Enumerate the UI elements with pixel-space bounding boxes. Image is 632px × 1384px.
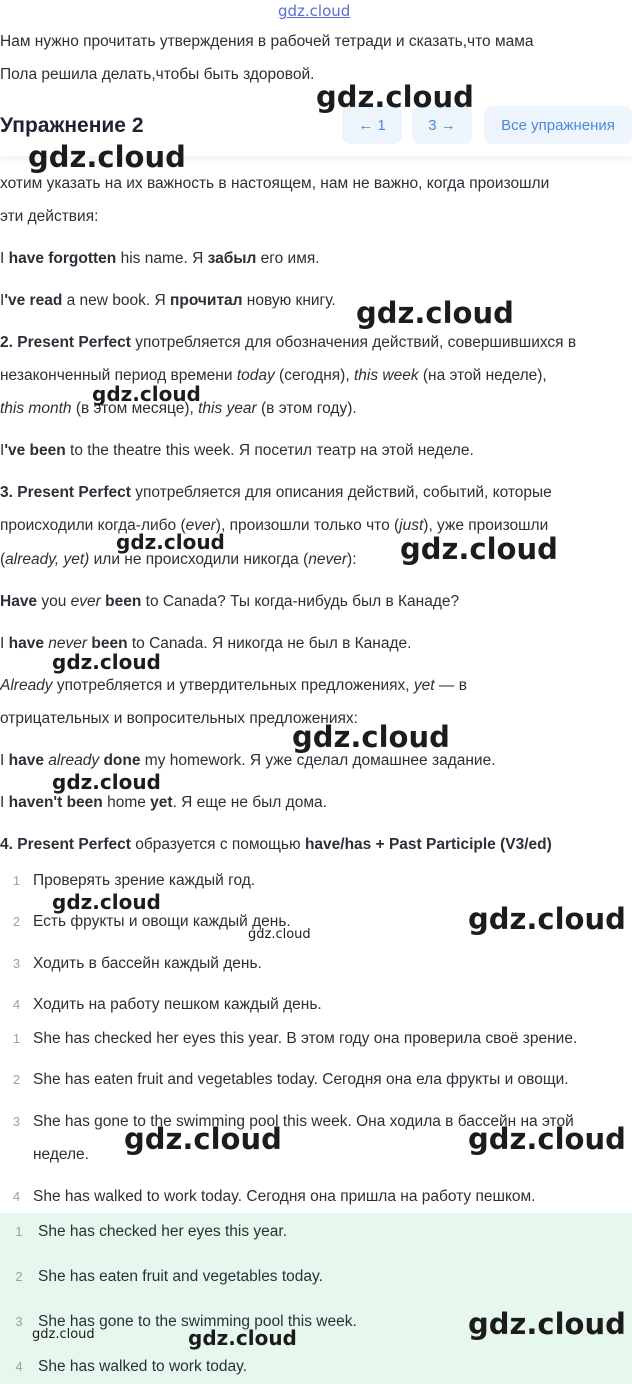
- list-item: 2 Есть фрукты и овощи каждый день.: [12, 913, 291, 930]
- watermark: gdz.cloud: [52, 650, 161, 674]
- next-exercise-button[interactable]: 3 →: [412, 106, 472, 144]
- watermark: gdz.cloud: [468, 1122, 626, 1156]
- watermark: gdz.cloud: [400, 532, 558, 566]
- watermark: gdz.cloud: [52, 770, 161, 794]
- prev-exercise-button[interactable]: ← 1: [342, 106, 402, 144]
- already-yet-rule: Already употребляется и утвердительных предложениях, yet — в: [0, 677, 467, 694]
- watermark: gdz.cloud: [52, 890, 161, 914]
- watermark: gdz.cloud: [92, 382, 201, 406]
- example-sentence: I've read a new book. Я прочитал новую книгу.: [0, 292, 336, 309]
- list-item: 3 Ходить в бассейн каждый день.: [12, 955, 262, 972]
- rule-2: 2. Present Perfect употребляется для обозначения действий, совершившихся в: [0, 334, 577, 351]
- list-item: 1 She has checked her eyes this year. В этом году она проверила своё зрение.: [12, 1030, 578, 1047]
- watermark: gdz.cloud: [292, 720, 450, 754]
- answer-item: 4 She has walked to work today.: [15, 1358, 248, 1375]
- example-sentence: I have never been to Canada. Я никогда не был в Канаде.: [0, 635, 412, 652]
- list-item: 4 She has walked to work today. Сегодня она пришла на работу пешком.: [12, 1188, 536, 1205]
- list-item: 1 Проверять зрение каждый год.: [12, 872, 256, 889]
- list-item-continuation: неделе.: [33, 1146, 89, 1163]
- rule-3-line: происходили когда-либо (ever), произошли только что (just), уже произошли: [0, 517, 549, 534]
- watermark: gdz.cloud: [32, 1327, 95, 1342]
- intro-line-1: Нам нужно прочитать утверждения в рабочей тетради и сказать,что мама: [0, 33, 534, 50]
- watermark: gdz.cloud: [356, 296, 514, 330]
- example-sentence: I have forgotten his name. Я забыл его имя.: [0, 250, 320, 267]
- already-yet-rule-line: отрицательных и вопросительных предложениях:: [0, 710, 358, 727]
- watermark: gdz.cloud: [116, 530, 225, 554]
- example-sentence: I haven't been home yet. Я еще не был дома.: [0, 794, 327, 811]
- rule-3-line: (already, yet) или не происходили никогда (never):: [0, 551, 357, 568]
- list-item: 2 She has eaten fruit and vegetables today. Сегодня она ела фрукты и овощи.: [12, 1071, 569, 1088]
- watermark: gdz.cloud: [188, 1326, 297, 1350]
- example-sentence: I have already done my homework. Я уже сделал домашнее задание.: [0, 752, 496, 769]
- example-sentence: Have you ever been to Canada? Ты когда-нибудь был в Канаде?: [0, 593, 460, 610]
- watermark: gdz.cloud: [316, 80, 474, 114]
- theory-line: хотим указать на их важность в настоящем, нам не важно, когда произошли: [0, 175, 550, 192]
- watermark: gdz.cloud: [468, 1307, 626, 1341]
- answer-item: 1 She has checked her eyes this year.: [15, 1223, 288, 1240]
- intro-line-2: Пола решила делать,чтобы быть здоровой.: [0, 66, 315, 83]
- list-item: 4 Ходить на работу пешком каждый день.: [12, 996, 322, 1013]
- exercise-title: Упражнение 2: [0, 114, 144, 137]
- answer-item: 2 She has eaten fruit and vegetables today.: [15, 1268, 323, 1285]
- watermark: gdz.cloud: [468, 902, 626, 936]
- theory-line: эти действия:: [0, 208, 99, 225]
- all-exercises-button[interactable]: Все упражнения: [484, 106, 632, 144]
- rule-2-line: незаконченный период времени today (сегодня), this week (на этой неделе),: [0, 367, 547, 384]
- watermark: gdz.cloud: [124, 1122, 282, 1156]
- answer-item: 3 She has gone to the swimming pool this week.: [15, 1313, 357, 1330]
- watermark: gdz.cloud: [248, 927, 311, 942]
- rule-3: 3. Present Perfect употребляется для описания действий, событий, которые: [0, 484, 552, 501]
- example-sentence: I've been to the theatre this week. Я посетил театр на этой неделе.: [0, 442, 474, 459]
- list-item: 3 She has gone to the swimming pool this week. Она ходила в бассейн на этой: [12, 1113, 574, 1130]
- watermark-link[interactable]: gdz.cloud: [278, 2, 351, 20]
- watermark: gdz.cloud: [28, 140, 186, 174]
- rule-4: 4. Present Perfect образуется с помощью have/has + Past Participle (V3/ed): [0, 836, 552, 853]
- rule-2-line: this month (в этом месяце), this year (в этом году).: [0, 400, 357, 417]
